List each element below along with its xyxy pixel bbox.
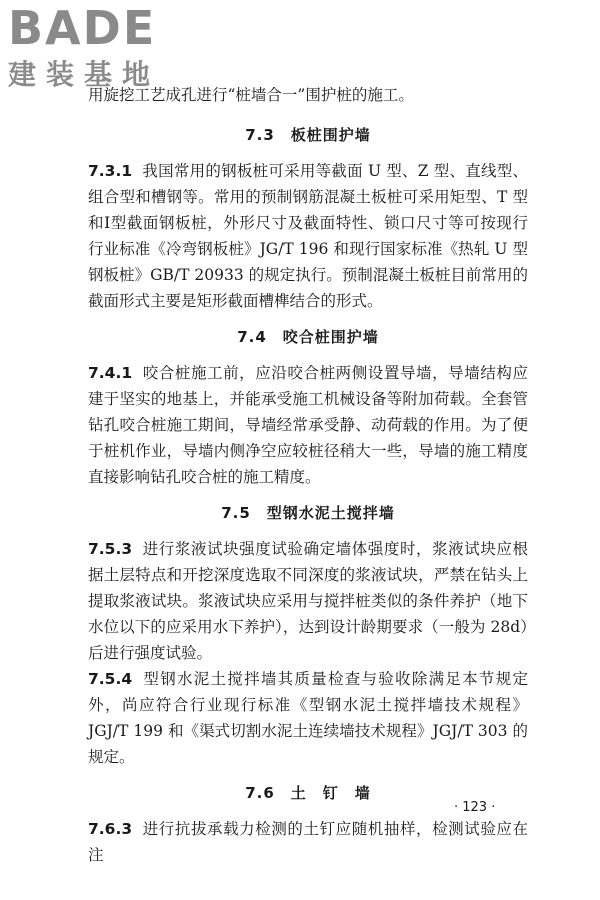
logo-latin-text: BADE	[8, 1, 157, 55]
clause-text: 型钢水泥土搅拌墙其质量检查与验收除满足本节规定外，尚应符合行业现行标准《型钢水泥土搅拌墙技术规程》JGJ/T 199 和《渠式切割水泥土连续墙技术规程》JGJ/T 303 的规定。	[88, 670, 528, 766]
clause-7-5-3	[88, 536, 528, 666]
section-heading-7-3: 7.3 板桩围护墙	[245, 126, 371, 144]
clause-7-4-1	[88, 360, 528, 490]
continued-paragraph: 用旋挖工艺成孔进行“桩墙合一”围护桩的施工。	[88, 86, 414, 104]
clause-text: 进行抗拔承载力检测的土钉应随机抽样，检测试验应在注	[88, 820, 528, 864]
section-heading-7-6: 7.6 土 钉 墙	[245, 784, 371, 802]
clause-7-6-3	[88, 816, 528, 868]
clause-number: 7.3.1	[88, 162, 133, 180]
page-number: · 123 ·	[454, 800, 496, 815]
logo-chinese-text: 建装基地	[8, 58, 161, 91]
clause-number: 7.6.3	[88, 820, 133, 838]
clause-text: 进行浆液试块强度试验确定墙体强度时，浆液试块应根据土层特点和开挖深度选取不同深度的浆液试块，严禁在钻头上提取浆液试块。浆液试块应采用与搅拌桩类似的条件养护（地下水位以下的应采用水下养护），达到设计龄期要求（一般为 28d）后进行强度试验。	[88, 540, 528, 662]
section-heading-7-4: 7.4 咬合桩围护墙	[237, 328, 379, 346]
section-heading-7-5: 7.5 型钢水泥土搅拌墙	[221, 504, 395, 522]
clause-text: 我国常用的钢板桩可采用等截面 U 型、Z 型、直线型、组合型和槽钢等。常用的预制钢筋混凝土板桩可采用矩型、T 型和Ⅰ型截面钢板桩，外形尺寸及截面特性、锁口尺寸等可按现行行业标准《冷弯钢板桩》JG/T 196 和现行国家标准《热轧 U 型钢板桩》GB/T 20933 的规定执行。预制混凝土板桩目前常用的截面形式主要是矩形截面槽榫结合的形式。	[88, 162, 528, 310]
clause-number: 7.5.4	[88, 670, 133, 688]
document-page	[88, 82, 528, 868]
clause-7-3-1	[88, 158, 528, 314]
clause-number: 7.4.1	[88, 364, 133, 382]
clause-number: 7.5.3	[88, 540, 133, 558]
clause-7-5-4	[88, 666, 528, 770]
clause-text: 咬合桩施工前，应沿咬合桩两侧设置导墙，导墙结构应建于坚实的地基上，并能承受施工机械设备等附加荷载。全套管钻孔咬合桩施工期间，导墙经常承受静、动荷载的作用。为了便于桩机作业，导墙内侧净空应较桩径稍大一些，导墙的施工精度直接影响钻孔咬合桩的施工精度。	[88, 364, 528, 486]
